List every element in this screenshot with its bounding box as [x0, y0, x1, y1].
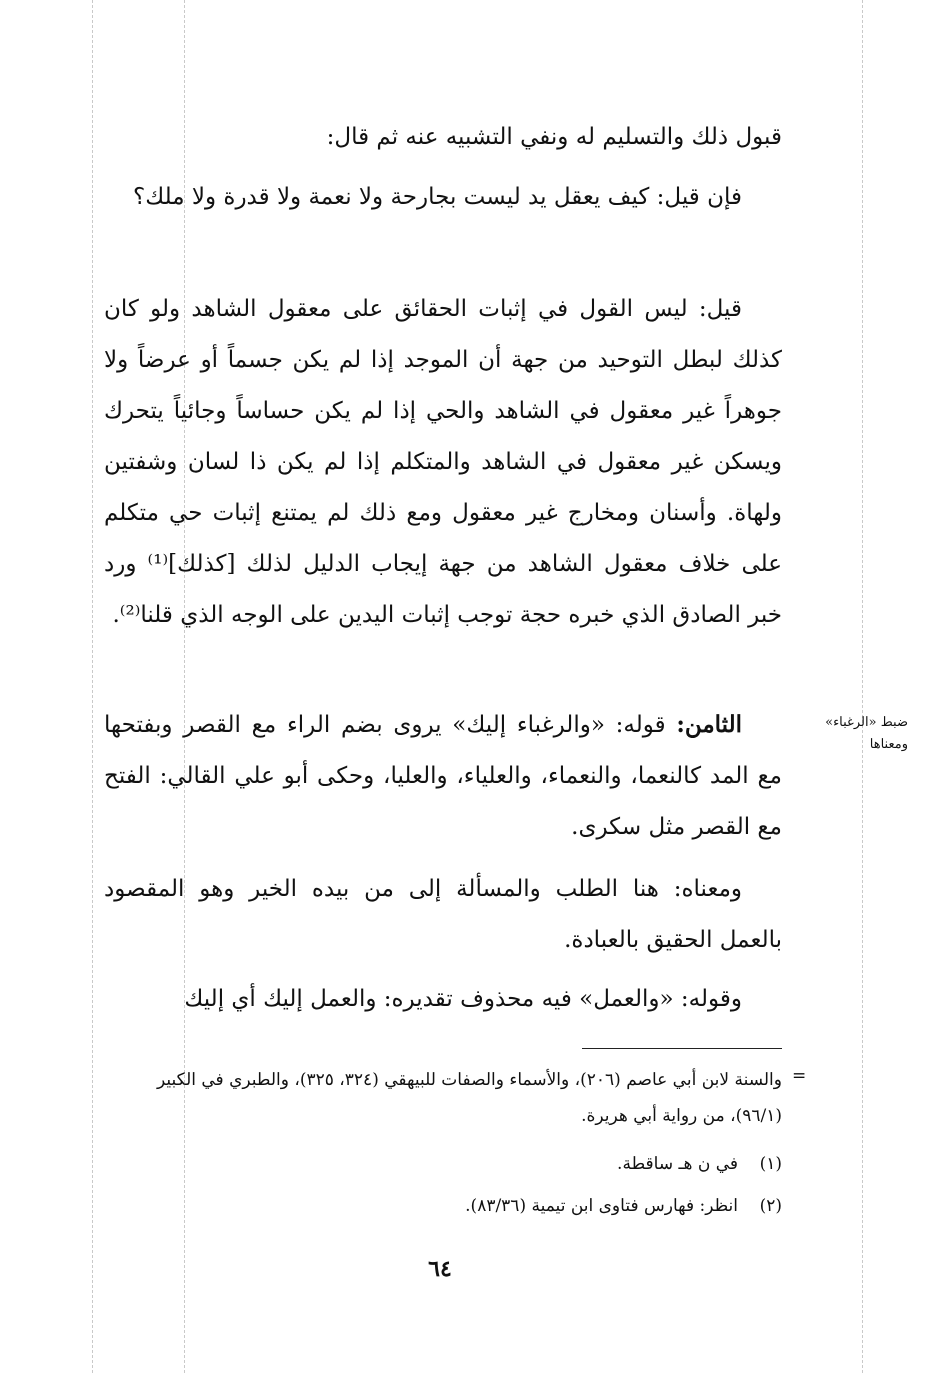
footnote-1-number: (١)	[759, 1154, 782, 1174]
footnote-separator	[582, 1048, 782, 1049]
page-number: ٦٤	[428, 1256, 452, 1282]
paragraph-4	[104, 699, 782, 853]
margin-note: ضبط «الرغباء» ومعناها	[825, 715, 908, 752]
paragraph-5: ومعناه: هنا الطلب والمسألة إلى من بيده الخير وهو المقصود بالعمل الحقيق بالعبادة.	[104, 876, 782, 953]
paragraph-2: فإن قيل: كيف يعقل يد ليست بجارحة ولا نعمة ولا قدرة ولا ملك؟	[133, 184, 742, 210]
footnote-continuation-marker: =	[792, 1066, 807, 1086]
paragraph-1: قبول ذلك والتسليم له ونفي التشبيه عنه ثم قال:	[326, 124, 782, 150]
footnote-1	[104, 1146, 782, 1182]
footnote-2-text: انظر: فهارس فتاوى ابن تيمية (٨٣/٣٦).	[465, 1196, 738, 1216]
margin-guide-line	[92, 0, 93, 1373]
paragraph-3: قيل: ليس القول في إثبات الحقائق على معقول الشاهد ولو كان كذلك لبطل التوحيد من جهة أن الموجد إذا لم يكن جسماً أو عرضاً ولا جوهراً غير معقول في الشاهد والحي إذا لم يكن حساساً وجائياً يتحرك ويسكن غير معقول في الشاهد والمتكلم إذا لم يكن ذا لسان وشفتين ولهاة. وأسنان ومخارج غير معقول ومع ذلك لم يمتنع إثبات حي متكلم على خلاف معقول الشاهد من جهة إيجاب الدليل لذلك [كذلك]⁽¹⁾ ورد خبر الصادق الذي خبره حجة توجب إثبات اليدين على الوجه الذي قلنا⁽²⁾.	[104, 296, 782, 628]
footnote-continuation: والسنة لابن أبي عاصم (٢٠٦)، والأسماء والصفات للبيهقي (٣٢٤، ٣٢٥)، والطبري في الكبير (٩٦/١)، من رواية أبي هريرة.	[157, 1070, 782, 1126]
footnote-2	[104, 1188, 782, 1224]
footnote-2-number: (٢)	[759, 1196, 782, 1216]
paragraph-6: وقوله: «والعمل» فيه محذوف تقديره: والعمل إليك أي إليك	[184, 986, 742, 1012]
footnote-1-text: في ن هـ ساقطة.	[617, 1154, 738, 1174]
section-heading-eighth: الثامن:	[676, 711, 742, 738]
paragraph-4-text: قوله: «والرغباء إليك» يروى بضم الراء مع القصر وبفتحها مع المد كالنعما، والنعماء، والعلياء، والعليا، وحكى أبو علي القالي: الفتح مع القصر مثل سكرى.	[104, 712, 782, 840]
margin-guide-line	[862, 0, 863, 1373]
